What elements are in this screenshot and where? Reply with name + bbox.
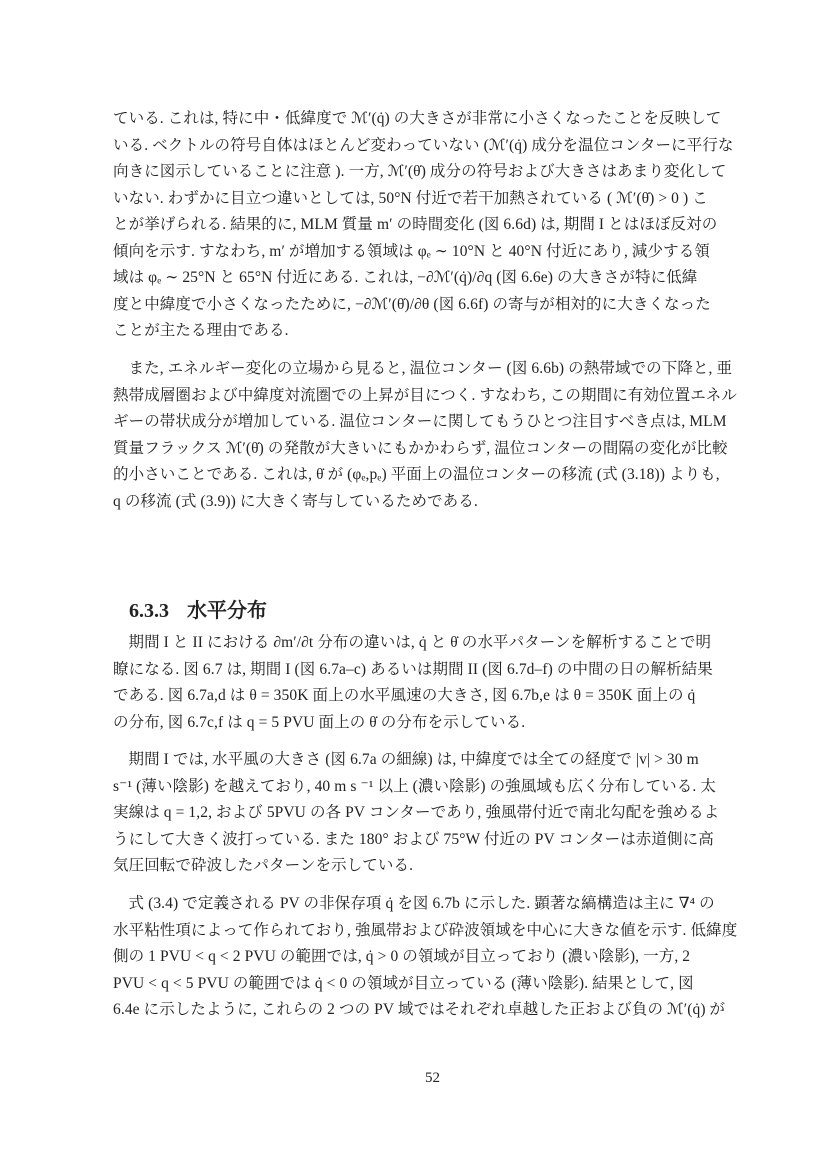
text-line: 実線は q = 1,2, および 5PVU の各 PV コンターであり, 強風帯付近で南北勾配を強めるよ [113, 804, 720, 821]
paragraph [113, 356, 753, 515]
text-line: である. 図 6.7a,d は θ = 350K 面上の水平風速の大きさ, 図 6.7b,e は θ = 350K 面上の q̇ [113, 687, 696, 704]
paragraph [113, 747, 753, 880]
section-number: 6.3.3 [129, 600, 169, 622]
text-line: ギーの帯状成分が増加している. 温位コンターに関してもうひとつ注目すべき点は, MLM [113, 413, 727, 430]
text-line: いない. わずかに目立つ違いとしては, 50°N 付近で若干加熱されている ( ℳ′(θ̇) > 0 ) こ [113, 189, 708, 207]
text-line: PVU < q < 5 PVU の範囲では q̇ < 0 の領域が目立っている (薄い陰影). 結果として, 図 [113, 974, 694, 992]
text-line: 熱帯成層圏および中緯度対流圏での上昇が目につく. すなわち, この期間に有効位置エネル [113, 386, 737, 404]
paragraph [113, 106, 753, 345]
text-line: 向きに図示していることに注意 ). 一方, ℳ′(θ̇) 成分の符号および大きさはあまり変化して [113, 163, 727, 180]
paragraph [113, 891, 753, 1024]
text-line: 式 (3.4) で定義される PV の非保存項 q̇ を図 6.7b に示した. 顕著な縞構造は主に ∇⁴ の [128, 895, 715, 912]
paragraph [113, 630, 753, 736]
section-title: 水平分布 [187, 600, 267, 622]
text-line: 期間 I と II における ∂m′/∂t 分布の違いは, q̇ と θ̇ の水平パターンを解析することで明 [128, 634, 712, 651]
text-line: とが挙げられる. 結果的に, MLM 質量 m′ の時間変化 (図 6.6d) は, 期間 I とはほぼ反対の [113, 216, 718, 233]
text-line: ている. これは, 特に中・低緯度で ℳ′(q̇) の大きさが非常に小さくなったことを反映して [113, 110, 722, 127]
page-number: 52 [425, 1070, 440, 1086]
text-line: また, エネルギー変化の立場から見ると, 温位コンター (図 6.6b) の熱帯域での下降と, 亜 [128, 360, 733, 377]
text-line: s⁻¹ (薄い陰影) を越えており, 40 m s ⁻¹ 以上 (濃い陰影) の強風域も広く分布している. 太 [113, 777, 716, 795]
text-line: 的小さいことである. これは, θ̇ が (φₑ,pₑ) 平面上の温位コンターの移流 (式 (3.18)) よりも, [113, 466, 720, 483]
text-line: q の移流 (式 (3.9)) に大きく寄与しているためである. [113, 492, 478, 510]
text-line: いる. ベクトルの符号自体はほとんど変わっていない (ℳ′(q̇) 成分を温位コンターに平行な [113, 136, 734, 154]
text-line: 域は φₑ ∼ 25°N と 65°N 付近にある. これは, −∂ℳ′(q̇)/∂q (図 6.6e) の大きさが特に低緯 [113, 269, 698, 286]
text-line: 質量フラックス ℳ′(θ̇) の発散が大きいにもかかわらず, 温位コンターの間隔の変化が比較 [113, 439, 728, 457]
text-line: 期間 I では, 水平風の大きさ (図 6.7a の細線) は, 中緯度では全ての経度で |v| > 30 m [128, 751, 699, 768]
section-heading [113, 566, 267, 622]
text-line: の分布, 図 6.7c,f は q = 5 PVU 面上の θ̇ の分布を示している. [113, 713, 526, 731]
text-line: ことが主たる理由である. [113, 322, 289, 339]
text-line: 水平粘性項によって作られており, 強風帯および砕波領域を中心に大きな値を示す. 低緯度 [113, 921, 738, 939]
text-line: 側の 1 PVU < q < 2 PVU の範囲では, q̇ > 0 の領域が目立っており (濃い陰影), 一方, 2 [113, 948, 691, 965]
text-line: 気圧回転で砕波したパターンを示している. [113, 857, 414, 874]
text-line: 度と中緯度で小さくなったために, −∂ℳ′(θ̇)/∂θ (図 6.6f) の寄与が相対的に大きくなった [113, 295, 711, 313]
text-line: 瞭になる. 図 6.7 は, 期間 I (図 6.7a–c) あるいは期間 II (図 6.7d–f) の中間の日の解析結果 [113, 660, 713, 678]
text-line: 6.4e に示したように, これらの 2 つの PV 域ではそれぞれ卓越した正および負の ℳ′(q̇) が [113, 1001, 726, 1018]
text-line: うにして大きく波打っている. また 180° および 75°W 付近の PV コンターは赤道側に高 [113, 830, 714, 848]
text-line: 傾向を示す. すなわち, m′ が増加する領域は φₑ ∼ 10°N と 40°N 付近にあり, 減少する領 [113, 242, 710, 260]
